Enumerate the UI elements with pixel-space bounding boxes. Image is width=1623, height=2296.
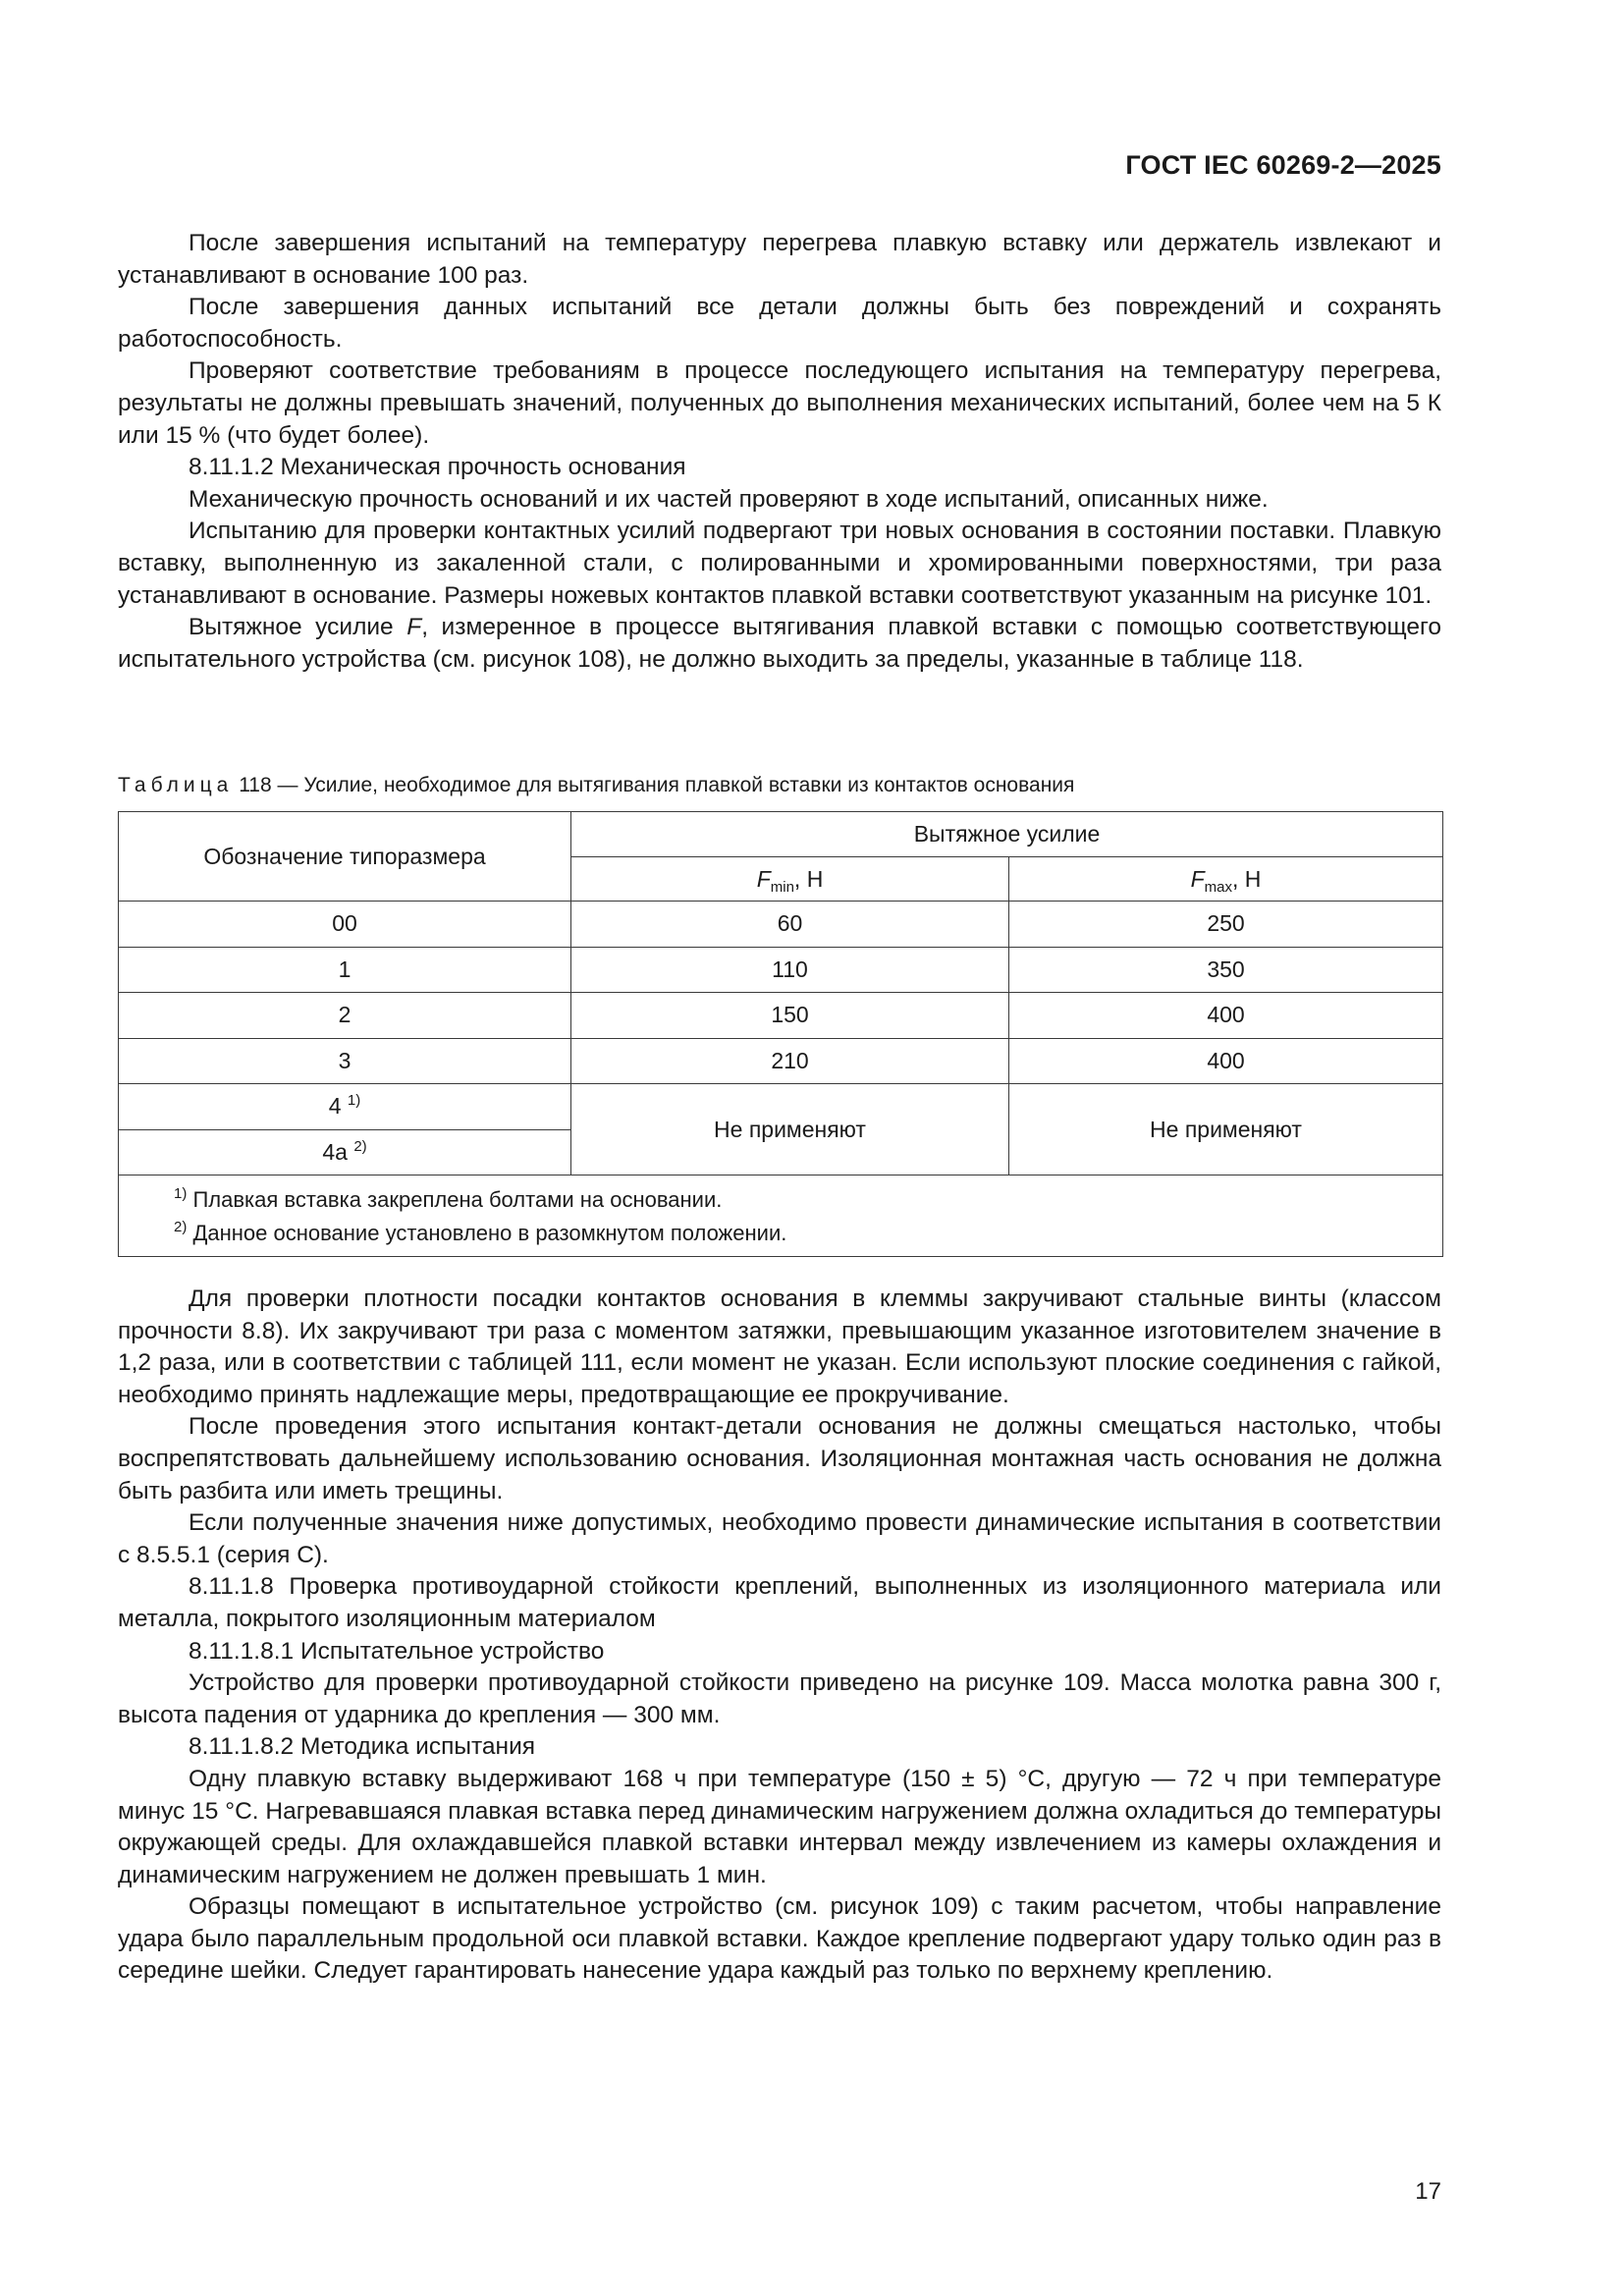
paragraph: После завершения испытаний на температуру перегрева плавкую вставку или держатель извлекают и устанавливают в основание 100 раз. xyxy=(118,230,1441,289)
size-cell: 4а $^{2)}$ xyxy=(119,1129,571,1175)
paragraph: Проверяют соответствие требованиям в процессе последующего испытания на температуру перегрева, результаты не должны превышать значений, полученных до выполнения механических испытаний, более чем на 5 К или 15 % (что будет более). xyxy=(118,357,1441,449)
fmax-cell: 400 xyxy=(1009,1038,1443,1084)
footnote: $^{1)}$ Плавкая вставка закреплена болтами на основании. xyxy=(174,1185,723,1212)
table-caption-text: 118 — Усилие, необходимое для вытягивания плавкой вставки из контактов основания xyxy=(239,774,1075,796)
table-row xyxy=(119,902,1443,948)
table-footnotes xyxy=(119,1175,1443,1257)
paragraph: Если полученные значения ниже допустимых, необходимо провести динамические испытания в соответствии с 8.5.5.1 (серия С). xyxy=(118,1509,1441,1568)
page-number: 17 xyxy=(1415,2178,1441,2205)
paragraph: Испытанию для проверки контактных усилий подвергают три новых основания в состоянии поставки. Плавкую вставку, выполненную из закаленной стали, с полированными и хромированными поверхностями, три раза устанавливают в основание. Размеры ножевых контактов плавкой вставки соответствуют указанным на рисунке 101. xyxy=(118,518,1441,609)
fmin-cell: 110 xyxy=(571,947,1009,993)
pull-force-header: Вытяжное усилие xyxy=(571,812,1443,857)
fmin-cell: 60 xyxy=(571,902,1009,948)
pull-force-table xyxy=(118,811,1443,1257)
section-heading: 8.11.1.8.2 Методика испытания xyxy=(189,1733,536,1761)
fmax-cell: 350 xyxy=(1009,947,1443,993)
paragraph: Образцы помещают в испытательное устройство (см. рисунок 109) с таким расчетом, чтобы направление удара было параллельным продольной оси плавкой вставки. Каждое крепление подвергают удару только один раз в середине шейки. Следует гарантировать нанесение удара каждый раз только по верхнему креплению. xyxy=(118,1893,1441,1985)
size-header: Обозначение типоразмера xyxy=(119,812,571,902)
paragraph: Вытяжное усилие F, измеренное в процессе вытягивания плавкой вставки с помощью соответствующего испытательного устройства (см. рисунок 108), не должно выходить за пределы, указанные в таблице 118. xyxy=(118,614,1441,673)
paragraph: Механическую прочность оснований и их частей проверяют в ходе испытаний, описанных ниже. xyxy=(189,485,1269,513)
paragraph: Для проверки плотности посадки контактов основания в клеммы закручивают стальные винты (классом прочности 8.8). Их закручивают три раза с моментом затяжки, превышающим указанное изготовителем значение в 1,2 раза, или в соответствии с таблицей 111, если момент не указан. Если используют плоские соединения с гайкой, необходимо принять надлежащие меры, предотвращающие ее прокручивание. xyxy=(118,1285,1441,1408)
fmin-header: $F_{min}$, Н xyxy=(571,857,1009,902)
section-heading: 8.11.1.8.1 Испытательное устройство xyxy=(189,1637,605,1665)
size-cell: 2 xyxy=(119,993,571,1039)
table-row xyxy=(119,993,1443,1039)
paragraph: Устройство для проверки противоударной стойкости приведено на рисунке 109. Масса молотка равна 300 г, высота падения от ударника до крепления — 300 мм. xyxy=(118,1669,1441,1728)
section-heading: 8.11.1.8 Проверка противоударной стойкости креплений, выполненных из изоляционного материала или металла, покрытого изоляционным материалом xyxy=(118,1573,1441,1632)
fmax-cell: 250 xyxy=(1009,902,1443,948)
paragraph: После завершения данных испытаний все детали должны быть без повреждений и сохранять работоспособность. xyxy=(118,294,1441,353)
size-cell: 3 xyxy=(119,1038,571,1084)
footnote: $^{2)}$ Данное основание установлено в разомкнутом положении. xyxy=(174,1219,787,1245)
fmax-header: $F_{max}$, Н xyxy=(1009,857,1443,902)
size-cell: 4 $^{1)}$ xyxy=(119,1084,571,1130)
size-cell: 1 xyxy=(119,947,571,993)
size-cell: 00 xyxy=(119,902,571,948)
table-caption xyxy=(118,772,1074,799)
paragraph: После проведения этого испытания контакт-детали основания не должны смещаться настолько, чтобы воспрепятствовать дальнейшему использованию основания. Изоляционная монтажная часть основания не должна быть разбита или иметь трещины. xyxy=(118,1413,1441,1504)
table-row xyxy=(119,1084,1443,1130)
body-text-upper xyxy=(118,228,1441,676)
table-row xyxy=(119,1038,1443,1084)
table-caption-label: Таблица xyxy=(118,774,234,796)
table-row xyxy=(119,947,1443,993)
section-heading: 8.11.1.2 Механическая прочность основания xyxy=(189,454,686,481)
fmax-cell: 400 xyxy=(1009,993,1443,1039)
fmax-not-applicable-cell: Не применяют xyxy=(1009,1084,1443,1175)
fmin-cell: 210 xyxy=(571,1038,1009,1084)
document-header: ГОСТ IEC 60269-2—2025 xyxy=(1125,150,1441,180)
paragraph: Одну плавкую вставку выдерживают 168 ч при температуре (150 ± 5) °С, другую — 72 ч при температуре минус 15 °С. Нагревавшаяся плавкая вставка перед динамическим нагружением должна охладиться до температуры окружающей среды. Для охлаждавшейся плавкой вставки интервал между извлечением из камеры охлаждения и динамическим нагружением не должен превышать 1 мин. xyxy=(118,1765,1441,1888)
body-text-lower xyxy=(118,1284,1441,1988)
fmin-not-applicable-cell: Не применяют xyxy=(571,1084,1009,1175)
fmin-cell: 150 xyxy=(571,993,1009,1039)
